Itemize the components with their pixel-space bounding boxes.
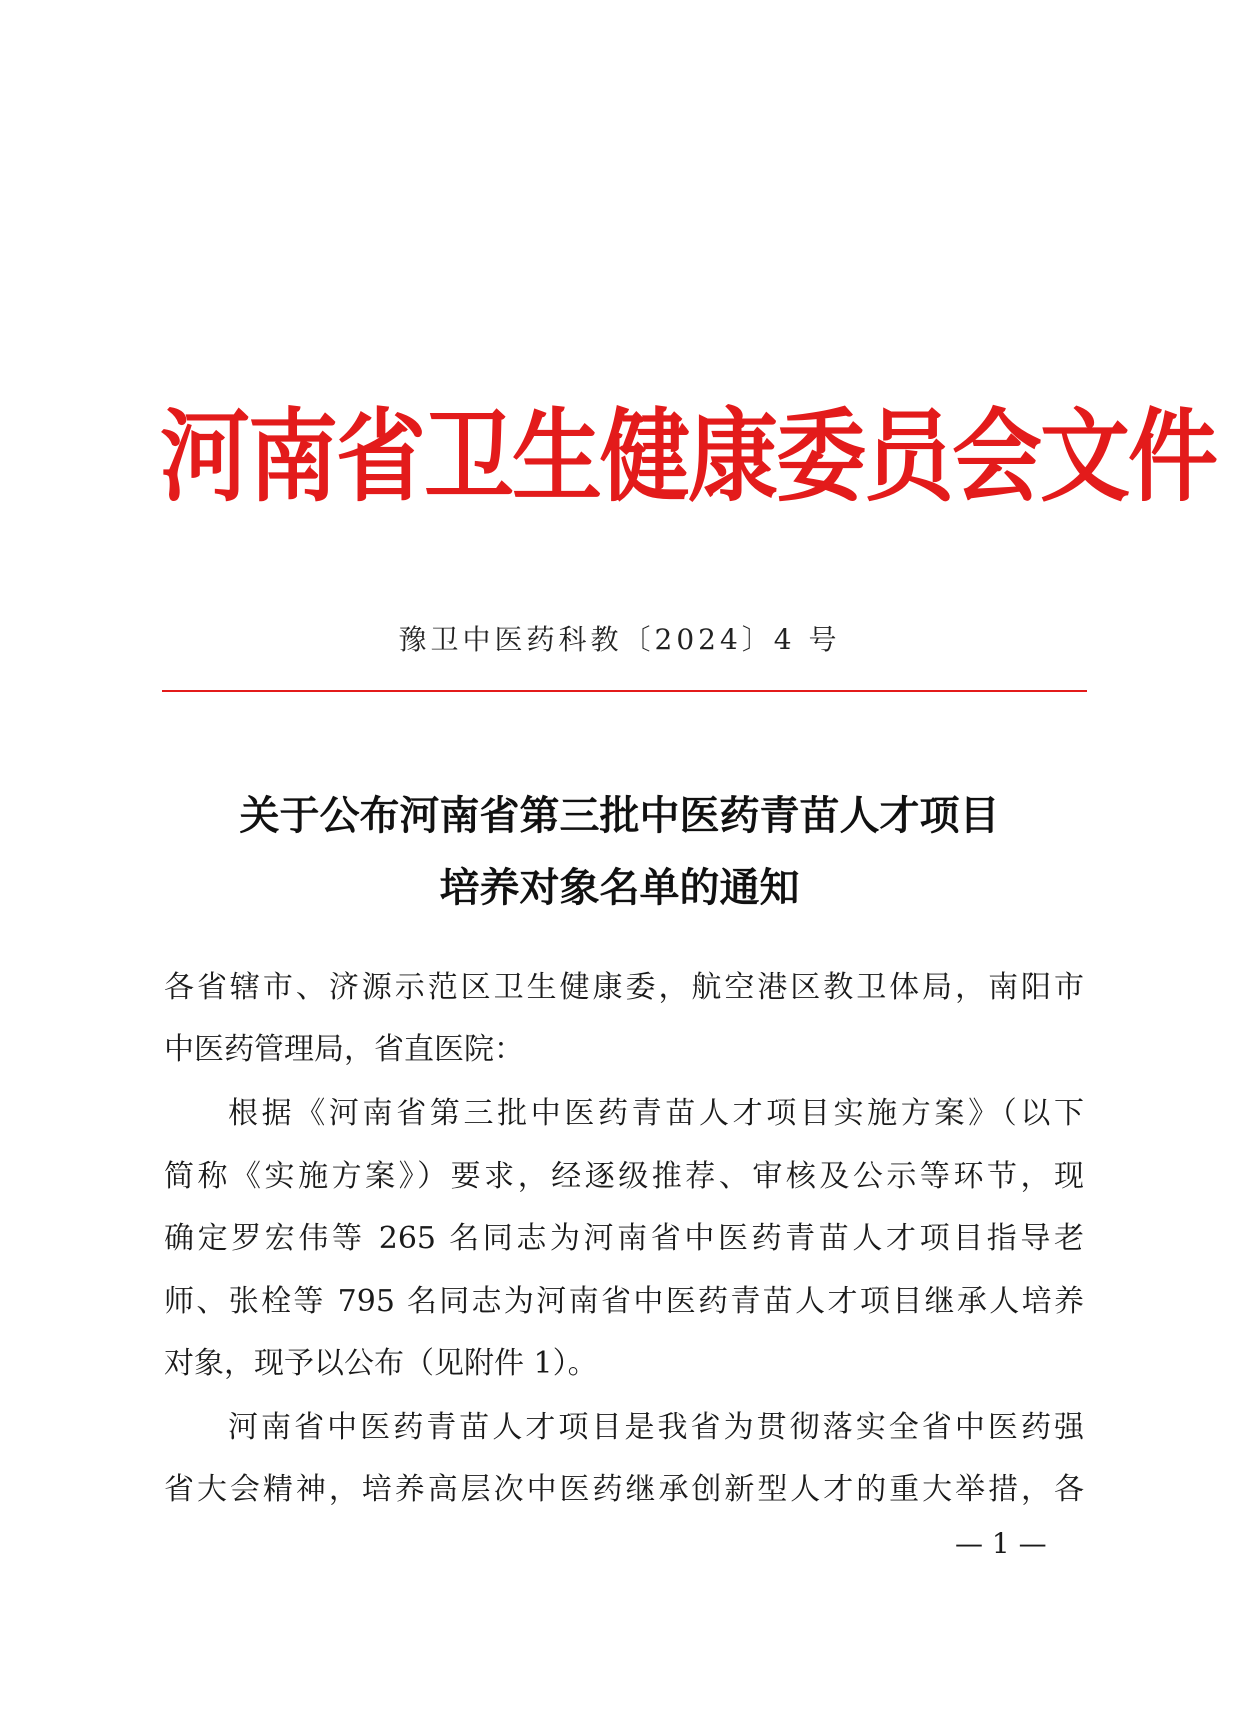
body-line: 河南省中医药青苗人才项目是我省为贯彻落实全省中医药强 bbox=[228, 1410, 1084, 1445]
body-line: 确定罗宏伟等 265 名同志为河南省中医药青苗人才项目指导老 bbox=[164, 1221, 1084, 1256]
notice-title-line-1: 关于公布河南省第三批中医药青苗人才项目 bbox=[239, 793, 1000, 839]
red-divider-line bbox=[162, 690, 1087, 692]
body-line: 根据《河南省第三批中医药青苗人才项目实施方案》（以下 bbox=[228, 1096, 1084, 1131]
body-line: 各省辖市、济源示范区卫生健康委，航空港区教卫体局，南阳市 bbox=[164, 970, 1084, 1005]
masthead-title: 河南省卫生健康委员会文件 bbox=[160, 398, 1216, 517]
body-line: 师、张栓等 795 名同志为河南省中医药青苗人才项目继承人培养 bbox=[164, 1284, 1084, 1319]
page-number: — 1 — bbox=[955, 1527, 1047, 1560]
notice-title-line-2: 培养对象名单的通知 bbox=[439, 865, 800, 911]
document-number: 豫卫中医药科教〔2024〕4 号 bbox=[398, 623, 841, 656]
body-line: 对象，现予以公布（见附件 1）。 bbox=[164, 1346, 598, 1381]
body-line: 简称《实施方案》）要求，经逐级推荐、审核及公示等环节，现 bbox=[164, 1159, 1084, 1194]
body-line: 省大会精神，培养高层次中医药继承创新型人才的重大举措，各 bbox=[164, 1472, 1084, 1507]
body-line: 中医药管理局，省直医院： bbox=[164, 1032, 524, 1067]
